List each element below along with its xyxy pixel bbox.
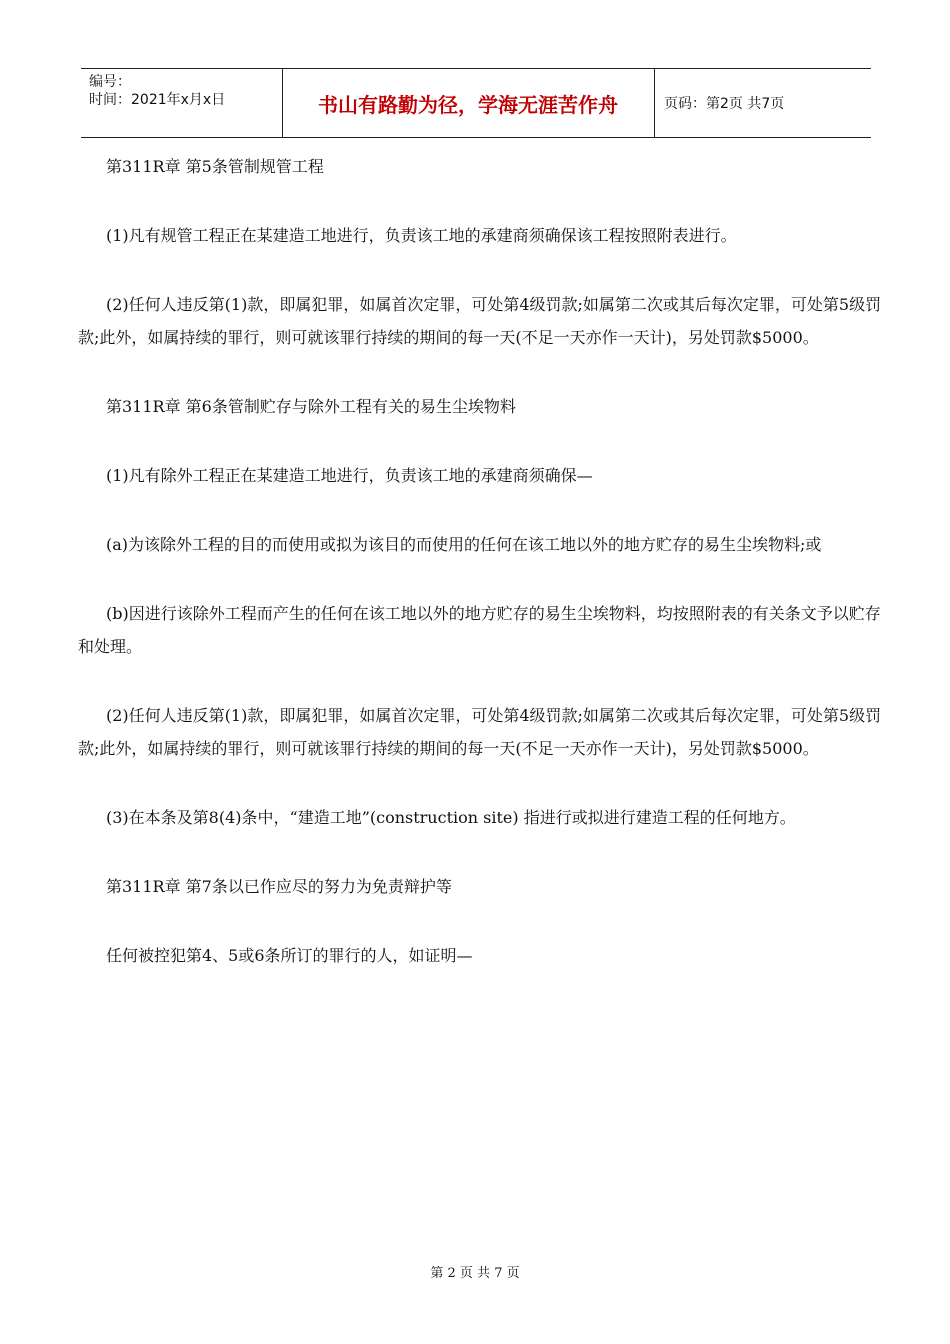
paragraph: (2)任何人违反第(1)款，即属犯罪，如属首次定罪，可处第4级罚款;如属第二次或其后每次定罪，可处第5级罚款;此外，如属持续的罪行，则可就该罪行持续的期间的每一天(不足一天亦作一天计)，另处罚款$5000。 [78, 295, 882, 347]
paragraph: (2)任何人违反第(1)款，即属犯罪，如属首次定罪，可处第4级罚款;如属第二次或其后每次定罪，可处第5级罚款;此外，如属持续的罪行，则可就该罪行持续的期间的每一天(不足一天亦作一天计)，另处罚款$5000。 [78, 706, 882, 758]
paragraph: 任何被控犯第4、5或6条所订的罪行的人，如证明— [106, 946, 473, 965]
page-header [81, 68, 871, 138]
document-number-label: 编号： [89, 74, 131, 90]
paragraph: (a)为该除外工程的目的而使用或拟为该目的而使用的任何在该工地以外的地方贮存的易生尘埃物料;或 [106, 535, 822, 554]
page-footer: 第 2 页 共 7 页 [430, 1266, 520, 1281]
section-heading: 第311R章 第5条管制规管工程 [106, 157, 324, 176]
header-divider [654, 69, 655, 137]
paragraph: (3)在本条及第8(4)条中，“建造工地”(construction site) 指进行或拟进行建造工程的任何地方。 [106, 808, 796, 827]
section-heading: 第311R章 第6条管制贮存与除外工程有关的易生尘埃物料 [106, 397, 516, 416]
document-body [78, 150, 883, 972]
section-heading: 第311R章 第7条以已作应尽的努力为免责辩护等 [106, 877, 452, 896]
paragraph: (1)凡有规管工程正在某建造工地进行，负责该工地的承建商须确保该工程按照附表进行。 [106, 226, 737, 245]
paragraph: (b)因进行该除外工程而产生的任何在该工地以外的地方贮存的易生尘埃物料，均按照附表的有关条文予以贮存和处理。 [78, 604, 881, 656]
paragraph: (1)凡有除外工程正在某建造工地进行，负责该工地的承建商须确保— [106, 466, 593, 485]
document-date: 时间：2021年x月x日 [89, 92, 226, 108]
header-page-info: 页码：第2页 共7页 [664, 96, 785, 112]
header-motto: 书山有路勤为径，学海无涯苦作舟 [318, 92, 618, 117]
header-left-cell [89, 73, 279, 109]
